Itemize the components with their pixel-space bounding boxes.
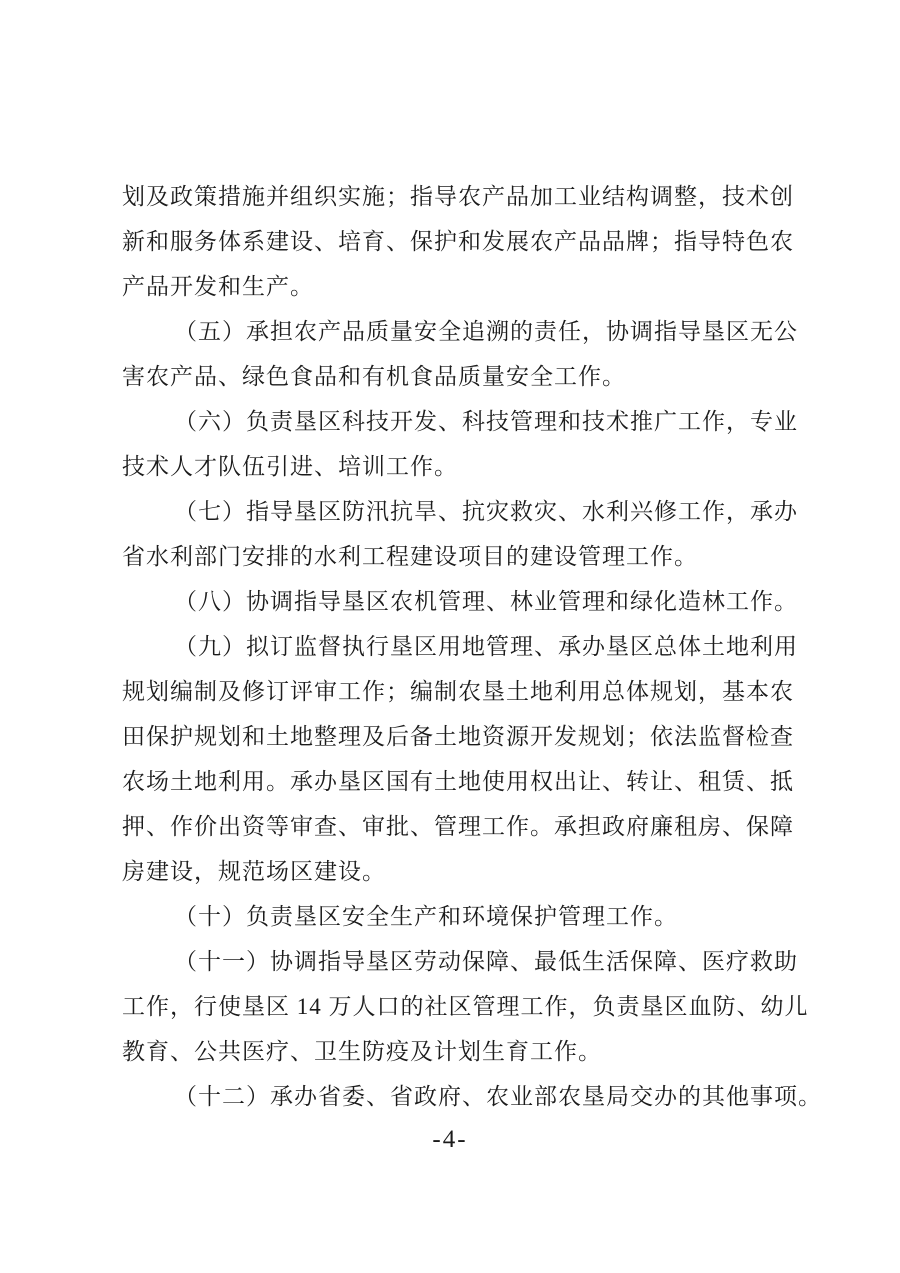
text-line: 新和服务体系建设、培育、保护和发展农产品品牌；指导特色农 xyxy=(122,229,794,254)
text-line-item-11: （十一）协调指导垦区劳动保障、最低生活保障、医疗救助 xyxy=(174,949,798,974)
text-line-item-7: （七）指导垦区防汛抗旱、抗灾救灾、水利兴修工作，承办 xyxy=(174,499,798,524)
text-line: 房建设，规范场区建设。 xyxy=(122,859,386,884)
text-line: 押、作价出资等审查、审批、管理工作。承担政府廉租房、保障 xyxy=(122,814,794,839)
text-line: 划及政策措施并组织实施；指导农产品加工业结构调整，技术创 xyxy=(122,184,794,209)
text-line: 技术人才队伍引进、培训工作。 xyxy=(122,454,458,479)
page-number: -4- xyxy=(432,1126,468,1153)
text-line-item-8: （八）协调指导垦区农机管理、林业管理和绿化造林工作。 xyxy=(174,589,798,614)
text-line: 害农产品、绿色食品和有机食品质量安全工作。 xyxy=(122,364,626,389)
text-line-item-9: （九）拟订监督执行垦区用地管理、承办垦区总体土地利用 xyxy=(174,634,798,659)
text-line-item-5: （五）承担农产品质量安全追溯的责任，协调指导垦区无公 xyxy=(174,319,798,344)
text-line-item-6: （六）负责垦区科技开发、科技管理和技术推广工作，专业 xyxy=(174,409,798,434)
text-line: 产品开发和生产。 xyxy=(122,274,314,299)
text-line-item-10: （十）负责垦区安全生产和环境保护管理工作。 xyxy=(174,904,678,929)
text-line: 工作，行使垦区 14 万人口的社区管理工作，负责垦区血防、幼儿 xyxy=(122,994,809,1019)
text-line: 田保护规划和土地整理及后备土地资源开发规划；依法监督检查 xyxy=(122,724,794,749)
text-line: 农场土地利用。承办垦区国有土地使用权出让、转让、租赁、抵 xyxy=(122,769,794,794)
text-line: 教育、公共医疗、卫生防疫及计划生育工作。 xyxy=(122,1039,602,1064)
text-line-item-12: （十二）承办省委、省政府、农业部农垦局交办的其他事项。 xyxy=(174,1084,822,1109)
text-line: 规划编制及修订评审工作；编制农垦土地利用总体规划，基本农 xyxy=(122,679,794,704)
text-line: 省水利部门安排的水利工程建设项目的建设管理工作。 xyxy=(122,544,698,569)
document-body xyxy=(122,174,822,1119)
